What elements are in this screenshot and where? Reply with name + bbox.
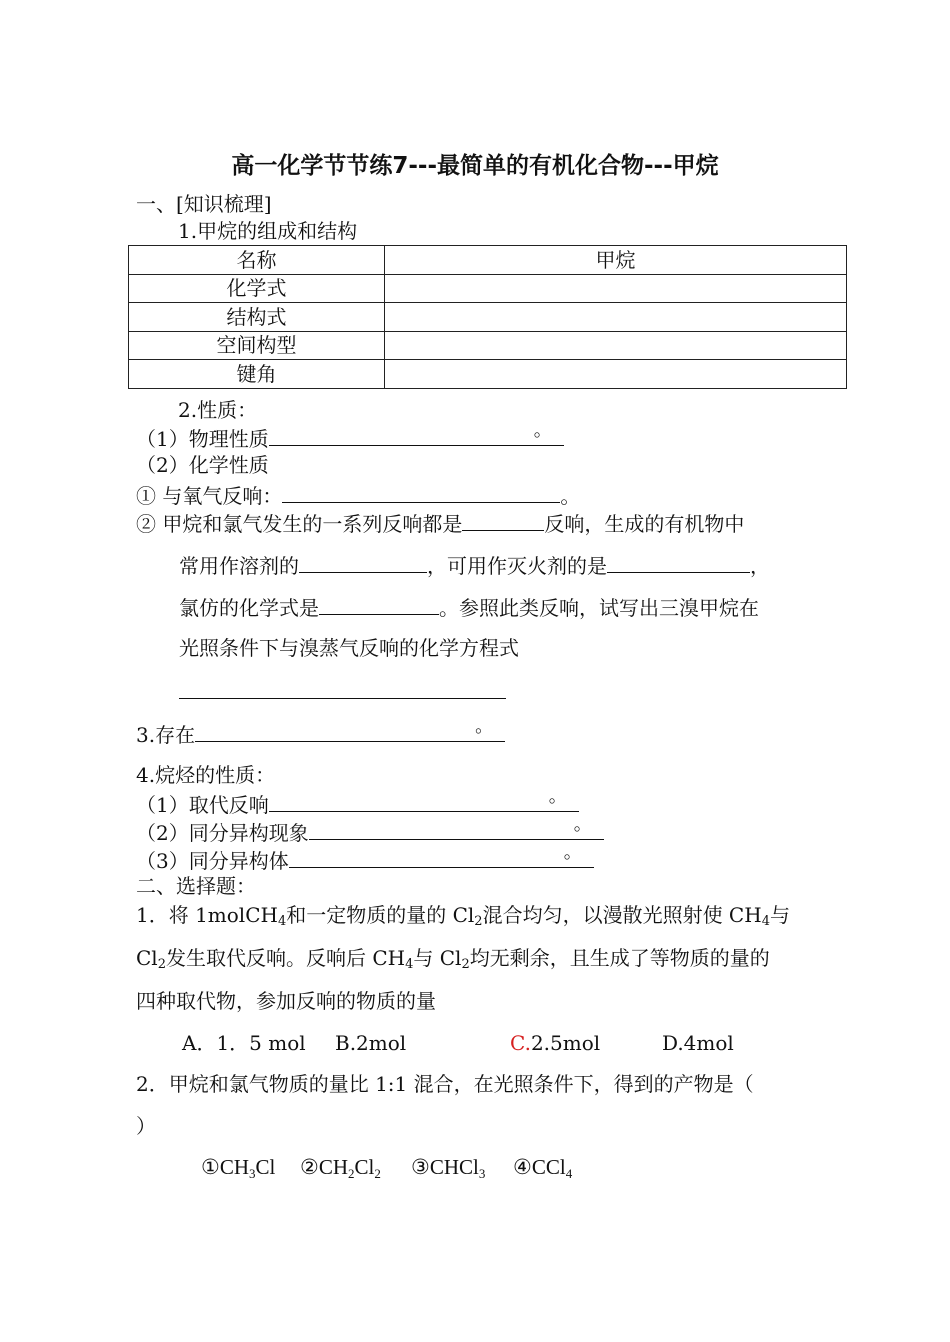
subscript: 2 xyxy=(461,957,470,972)
subsection-composition: 1.甲烷的组成和结构 xyxy=(178,219,358,243)
period: 。 xyxy=(548,786,567,807)
answer-blank[interactable] xyxy=(299,552,427,573)
isomerism-label: （2）同分异构现象 xyxy=(136,821,309,845)
question1-line1 xyxy=(136,903,790,934)
section2-heading: 二、选择题： xyxy=(136,874,256,898)
question-text: 与 Cl xyxy=(413,946,462,970)
question-text: 与 xyxy=(769,903,790,927)
answer-cell[interactable] xyxy=(385,303,847,332)
existence-label: 3.存在 xyxy=(136,723,196,747)
row-label-formula: 化学式 xyxy=(129,274,385,303)
option-a[interactable]: A．1．5 mol xyxy=(182,1031,306,1055)
question-text: 。参照此类反响，试写出三溴甲烷在 xyxy=(439,596,759,620)
isomerism-line xyxy=(136,814,604,845)
answer-blank[interactable] xyxy=(289,842,594,868)
question-text: 均无剩余，且生成了等物质的量的 xyxy=(469,946,770,970)
question-text: 混合均匀，以漫散光照射使 CH xyxy=(482,903,762,927)
product-ch3cl[interactable] xyxy=(201,1155,275,1180)
subsection-properties: 2.性质： xyxy=(178,398,258,422)
oxygen-reaction-line xyxy=(136,482,580,508)
product-ccl4[interactable] xyxy=(513,1155,572,1180)
answer-blank[interactable] xyxy=(195,716,505,742)
question-text: 氯仿的化学式是 xyxy=(179,596,319,620)
question-text: Cl xyxy=(136,946,158,970)
chlorine-reaction-line xyxy=(136,510,744,536)
bromine-line: 光照条件下与溴蒸气反响的化学方程式 xyxy=(179,636,519,660)
answer-blank[interactable] xyxy=(462,510,544,531)
table-header-methane: 甲烷 xyxy=(385,246,847,275)
answer-cell[interactable] xyxy=(385,331,847,360)
option-d[interactable]: D.4mol xyxy=(662,1031,734,1055)
substitution-label: （1）取代反响 xyxy=(136,793,269,817)
answer-blank[interactable] xyxy=(269,786,579,812)
question-text: ② 甲烷和氯气发生的一系列反响都是 xyxy=(136,512,463,536)
product-ch2cl2[interactable] xyxy=(300,1155,381,1180)
question1-line3: 四种取代物，参加反响的物质的量 xyxy=(136,989,436,1013)
subscript: 3 xyxy=(249,1166,256,1181)
row-label-geometry: 空间构型 xyxy=(129,331,385,360)
product-text: ①CH xyxy=(201,1155,249,1179)
page-title: 高一化学节节练7---最简单的有机化合物---甲烷 xyxy=(231,153,719,179)
alkane-properties-heading: 4.烷烃的性质： xyxy=(136,763,276,787)
isomers-label: （3）同分异构体 xyxy=(136,849,289,873)
product-text: ④CCl xyxy=(513,1155,566,1179)
period: 。 xyxy=(560,484,581,508)
chloroform-line xyxy=(179,594,759,620)
row-label-bond-angle: 键角 xyxy=(129,360,385,389)
question-text: 1．将 1molCH xyxy=(136,903,278,927)
product-text: ③CHCl xyxy=(411,1155,479,1179)
question1-line2 xyxy=(136,946,770,977)
product-text: Cl xyxy=(354,1155,375,1179)
question-text: 反响，生成的有机物中 xyxy=(544,512,745,536)
solvent-line xyxy=(179,552,770,578)
table-row xyxy=(129,331,847,360)
subscript: 4 xyxy=(565,1166,573,1181)
table-header-name: 名称 xyxy=(129,246,385,275)
row-label-structure: 结构式 xyxy=(129,303,385,332)
answer-blank[interactable] xyxy=(319,594,439,615)
table-row xyxy=(129,246,847,275)
product-chcl3[interactable] xyxy=(411,1155,485,1180)
physical-properties-line xyxy=(136,420,564,451)
question2-line1: 2．甲烷和氯气物质的量比 1:1 混合，在光照条件下，得到的产物是（ xyxy=(136,1072,754,1096)
answer-blank[interactable] xyxy=(269,420,564,446)
chemical-properties-label: （2）化学性质 xyxy=(136,453,269,477)
subscript: 2 xyxy=(157,957,166,972)
subscript: 3 xyxy=(478,1166,486,1181)
question-text: 常用作溶剂的 xyxy=(179,554,299,578)
period: 。 xyxy=(573,814,592,835)
answer-blank[interactable] xyxy=(282,482,560,503)
period: 。 xyxy=(533,420,552,441)
table-row xyxy=(129,360,847,389)
substitution-line xyxy=(136,786,579,817)
subscript: 2 xyxy=(374,1166,381,1181)
oxygen-reaction-label: ① 与氧气反响： xyxy=(136,484,283,508)
subscript: 2 xyxy=(348,1166,355,1181)
subscript: 4 xyxy=(405,957,414,972)
subscript: 4 xyxy=(761,914,770,929)
table-row xyxy=(129,303,847,332)
answer-blank[interactable] xyxy=(607,552,750,573)
physical-properties-label: （1）物理性质 xyxy=(136,427,269,451)
period: 。 xyxy=(563,842,582,863)
equation-blank[interactable] xyxy=(179,698,506,699)
subscript: 4 xyxy=(277,914,287,929)
product-text: Cl xyxy=(255,1155,276,1179)
question-text: ，可用作灭火剂的是 xyxy=(427,554,607,578)
question-text: ， xyxy=(750,554,770,578)
option-c-letter: C. xyxy=(510,1031,531,1055)
option-c-value: 2.5mol xyxy=(530,1031,601,1055)
option-c[interactable] xyxy=(510,1031,600,1055)
methane-table xyxy=(128,245,847,389)
product-text: ②CH xyxy=(300,1155,348,1179)
answer-cell[interactable] xyxy=(385,360,847,389)
option-b[interactable]: B.2mol xyxy=(335,1031,407,1055)
table-row xyxy=(129,274,847,303)
section1-heading: 一、[知识梳理] xyxy=(136,192,272,216)
question-text: 发生取代反响。反响后 CH xyxy=(165,946,406,970)
question-text: 和一定物质的量的 Cl xyxy=(286,903,475,927)
subscript: 2 xyxy=(474,914,483,929)
answer-blank[interactable] xyxy=(309,814,604,840)
existence-line xyxy=(136,716,505,747)
period: 。 xyxy=(475,716,494,737)
isomers-line xyxy=(136,842,594,873)
answer-cell[interactable] xyxy=(385,274,847,303)
question2-line2: ） xyxy=(136,1114,156,1138)
